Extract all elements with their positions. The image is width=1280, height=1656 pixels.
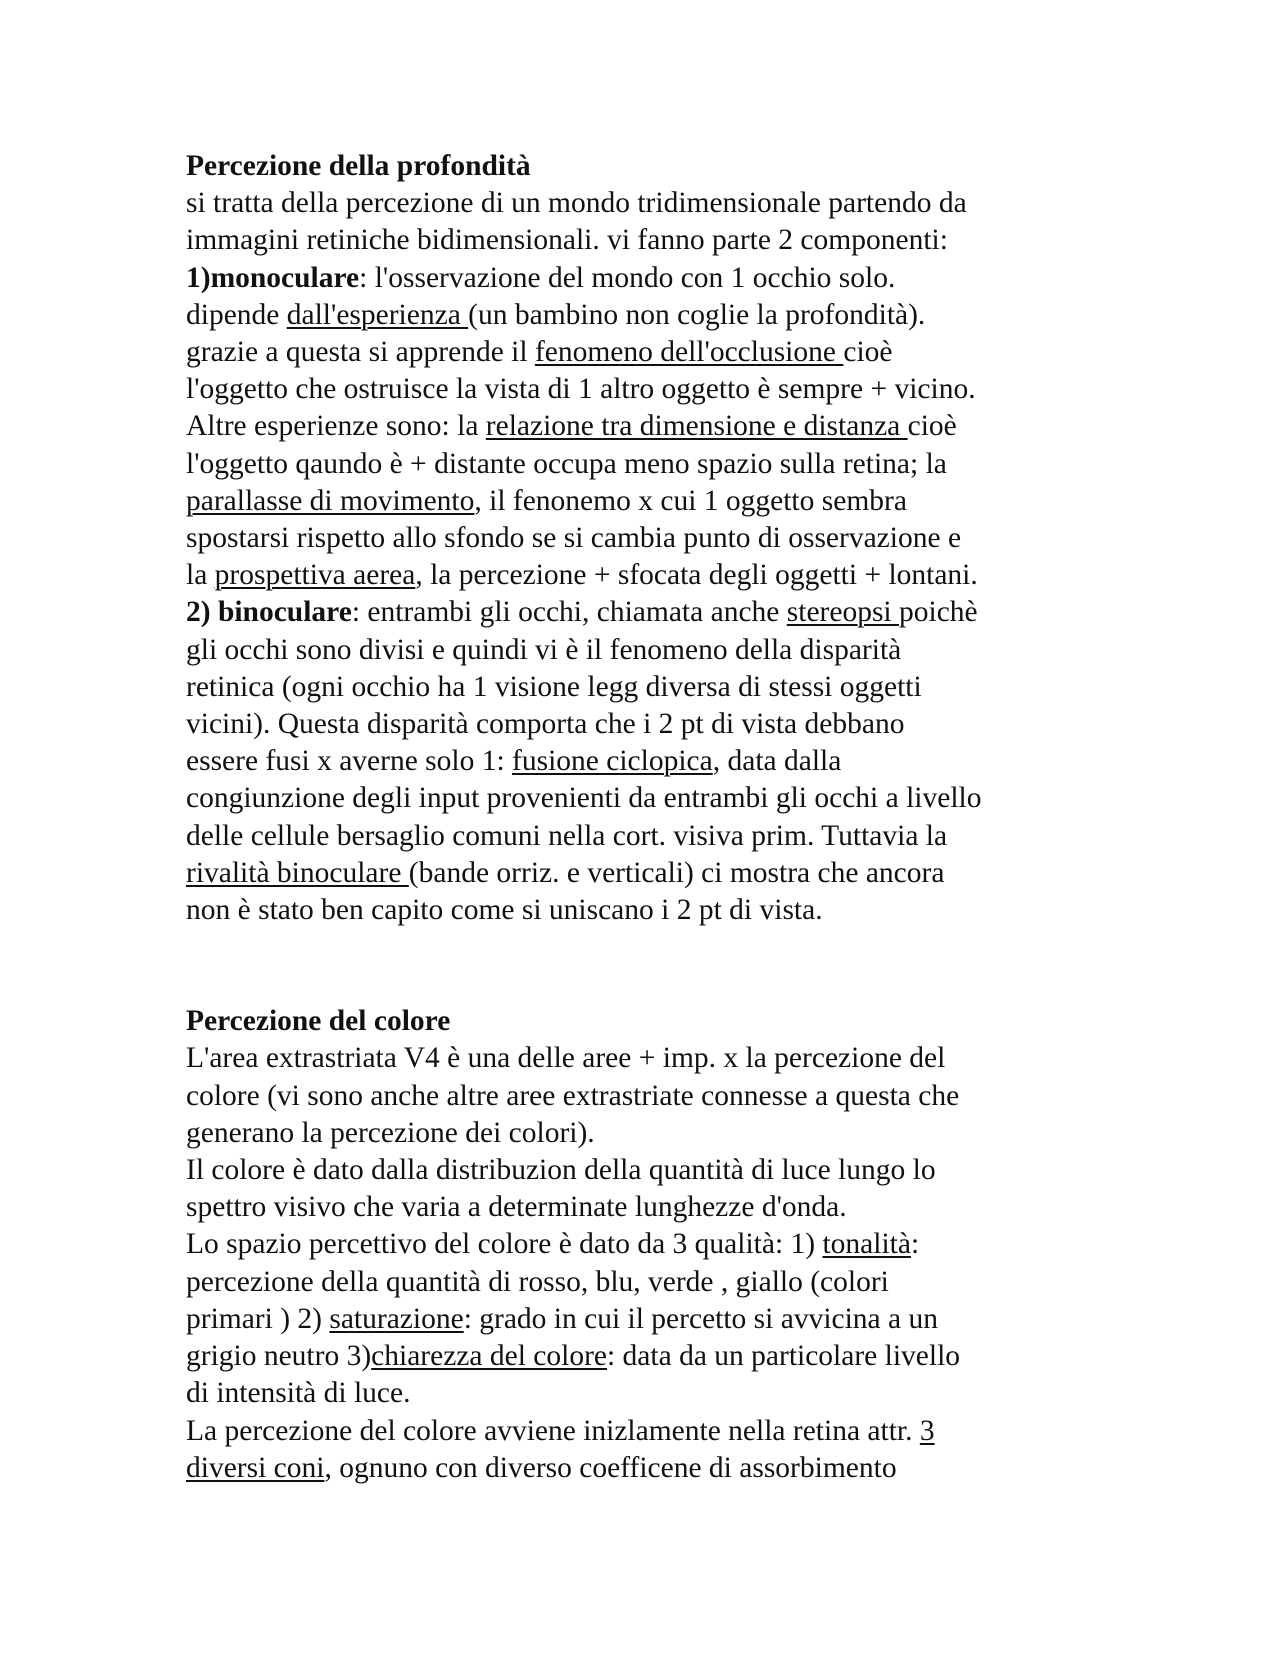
- underlined-term: stereopsi: [786, 596, 900, 629]
- text-run: , ognuno con diverso coefficene di assorbimento: [324, 1451, 897, 1484]
- text-line: [186, 185, 1186, 222]
- section-heading: Percezione della profondità: [186, 150, 531, 182]
- text-line: [186, 743, 1186, 780]
- underlined-term: relazione tra dimensione e distanza: [485, 410, 908, 443]
- text-run: Lo spazio percettivo del colore è dato da 3 qualità: 1): [186, 1228, 823, 1261]
- text-line: [186, 706, 1186, 743]
- text-line: [186, 1338, 1186, 1375]
- text-run: l'oggetto qaundo è + distante occupa meno spazio sulla retina; la: [186, 447, 947, 480]
- text-line: [186, 669, 1186, 706]
- text-run: congiunzione degli input provenienti da entrambi gli occhi a livello: [186, 782, 982, 815]
- bold-term: 2) binoculare: [186, 596, 352, 629]
- text-line: [186, 297, 1186, 334]
- text-run: : entrambi gli occhi, chiamata anche: [351, 596, 787, 629]
- text-run: delle cellule bersaglio comuni nella cort. visiva prim. Tuttavia la: [186, 819, 948, 852]
- underlined-term: 3: [919, 1414, 935, 1447]
- section-color-perception: [186, 1003, 1186, 1487]
- text-line: [186, 1078, 1186, 1115]
- text-run: dipende: [186, 298, 287, 331]
- text-run: colore (vi sono anche altre aree extrastriate connesse a questa che: [186, 1079, 960, 1112]
- text-run: : grado in cui il percetto si avvicina a un: [463, 1302, 938, 1335]
- text-run: si tratta della percezione di un mondo tridimensionale partendo da: [186, 187, 967, 220]
- text-run: retinica (ogni occhio ha 1 visione legg diversa di stessi oggetti: [186, 670, 922, 703]
- underlined-term: parallasse di movimento: [186, 484, 475, 517]
- text-line: [186, 892, 1186, 929]
- text-line: [186, 222, 1186, 259]
- text-run: cioè: [907, 410, 957, 443]
- text-run: grazie a questa si apprende il: [186, 336, 535, 369]
- underlined-term: chiarezza del colore: [371, 1340, 607, 1373]
- text-line: [186, 260, 1186, 297]
- text-run: gli occhi sono divisi e quindi vi è il fenomeno della disparità: [186, 633, 902, 666]
- text-line: [186, 1413, 1186, 1450]
- text-line: [186, 371, 1186, 408]
- text-line: [186, 1226, 1186, 1263]
- underlined-term: fusione ciclopica: [512, 745, 713, 778]
- text-run: immagini retiniche bidimensionali. vi fanno parte 2 componenti:: [186, 224, 948, 257]
- text-line: [186, 334, 1186, 371]
- text-line: [186, 1040, 1186, 1077]
- underlined-term: prospettiva aerea: [214, 559, 416, 592]
- text-line: [186, 1450, 1186, 1487]
- section-spacer: [186, 929, 1186, 1003]
- text-run: , il fenonemo x cui 1 oggetto sembra: [474, 484, 907, 517]
- text-run: : data da un particolare livello: [606, 1340, 961, 1373]
- text-line: [186, 594, 1186, 631]
- underlined-term: tonalità: [822, 1228, 911, 1261]
- text-line: [186, 483, 1186, 520]
- text-line: [186, 1264, 1186, 1301]
- text-line: [186, 1189, 1186, 1226]
- text-line: [186, 1301, 1186, 1338]
- text-run: di intensità di luce.: [186, 1377, 411, 1410]
- text-line: [186, 446, 1186, 483]
- text-line: [186, 818, 1186, 855]
- text-line: [186, 1115, 1186, 1152]
- text-run: cioè: [843, 336, 893, 369]
- underlined-term: diversi coni: [186, 1451, 325, 1484]
- text-line: [186, 1375, 1186, 1412]
- text-run: grigio neutro 3): [186, 1340, 372, 1373]
- bold-term: 1)monoculare: [186, 261, 360, 294]
- text-run: spettro visivo che varia a determinate lunghezze d'onda.: [186, 1191, 847, 1224]
- underlined-term: dall'esperienza: [286, 298, 469, 331]
- section-heading: Percezione del colore: [186, 1005, 451, 1038]
- text-run: poichè: [899, 596, 978, 629]
- text-line: [186, 408, 1186, 445]
- text-run: La percezione del colore avviene inizlamente nella retina attr.: [186, 1414, 920, 1447]
- underlined-term: saturazione: [329, 1302, 464, 1335]
- text-line: [186, 1152, 1186, 1189]
- text-run: L'area extrastriata V4 è una delle aree + imp. x la percezione del: [186, 1042, 946, 1075]
- text-run: , la percezione + sfocata degli oggetti + lontani.: [415, 559, 978, 592]
- underlined-term: rivalità binoculare: [186, 856, 409, 889]
- text-run: non è stato ben capito come si uniscano i 2 pt di vista.: [186, 894, 823, 927]
- text-run: essere fusi x averne solo 1:: [186, 745, 513, 778]
- text-run: spostarsi rispetto allo sfondo se si cambia punto di osservazione e: [186, 522, 962, 555]
- text-run: , data dalla: [712, 745, 842, 778]
- text-run: :: [910, 1228, 920, 1261]
- text-run: (un bambino non coglie la profondità).: [468, 298, 926, 331]
- text-run: vicini). Questa disparità comporta che i 2 pt di vista debbano: [186, 708, 905, 741]
- document-page: [186, 148, 1186, 1487]
- text-line: [186, 780, 1186, 817]
- text-run: l'oggetto che ostruisce la vista di 1 altro oggetto è sempre + vicino.: [186, 373, 976, 406]
- text-line: [186, 557, 1186, 594]
- text-run: (bande orriz. e verticali) ci mostra che ancora: [408, 856, 945, 889]
- text-run: generano la percezione dei colori).: [186, 1116, 595, 1149]
- text-line: [186, 520, 1186, 557]
- text-run: la: [186, 559, 215, 592]
- text-line: [186, 632, 1186, 669]
- text-run: Altre esperienze sono: la: [186, 410, 486, 443]
- section-depth-perception: [186, 148, 1186, 929]
- text-line: [186, 855, 1186, 892]
- text-run: : l'osservazione del mondo con 1 occhio solo.: [359, 261, 896, 294]
- underlined-term: fenomeno dell'occlusione: [534, 336, 844, 369]
- text-run: primari ) 2): [186, 1302, 330, 1335]
- text-run: percezione della quantità di rosso, blu, verde , giallo (colori: [186, 1265, 889, 1298]
- text-run: Il colore è dato dalla distribuzion della quantità di luce lungo lo: [186, 1154, 936, 1187]
